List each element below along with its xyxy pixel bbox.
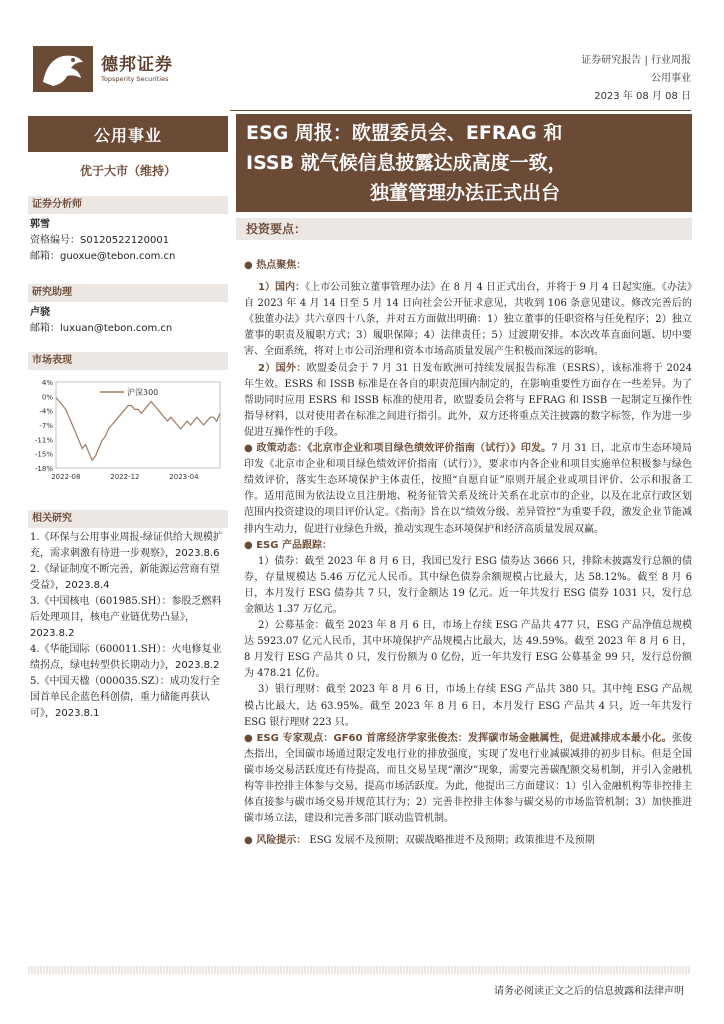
industry-banner: 公用事业 (28, 116, 228, 152)
analyst-info (30, 217, 226, 265)
assistant-email: 邮箱：luxuan@tebon.com.cn (30, 323, 173, 334)
investment-heading: 投资要点： (236, 218, 692, 240)
related-item: 3.《中国核电（601985.SH）：参股乏燃料后处理项目，核电产业链优势凸显》，2023.8.2 (30, 596, 222, 639)
y-tick-label: 4% (41, 379, 53, 387)
y-tick-label: -18% (34, 465, 53, 473)
analyst-email: 邮箱：guoxue@tebon.com.cn (30, 251, 176, 262)
rating: 优于大市（维持） (79, 164, 176, 178)
related-item: 4.《华能国际（600011.SH）：火电修复业绩拐点，绿电转型供长期动力》，2023.8.2 (30, 644, 222, 671)
title-line-3: 独董管理办法正式出台 (369, 182, 560, 204)
report-header (581, 52, 691, 106)
bullet-icon: ● (244, 732, 257, 744)
assistant-name: 卢骁 (30, 307, 50, 318)
report-date: 2023 年 08 月 08 日 (594, 91, 691, 102)
esg-funds: 2）公募基金：截至 2023 年 8 月 6 日，市场上存续 ESG 产品共 477 只，ESG 产品净值总规模达 5923.07 亿元人民币，其中环境保护产品规模占比最大，达 49.59%。截至 2023 年 8 月 6 日，8 月发行 ESG 产品共 0 只，发行份额为 0 亿份，近一年共发行 ESG 公募基金 99 只，发行总份额为 478.21 亿份。 (244, 620, 692, 680)
footer-disclaimer: 请务必阅读正文之后的信息披露和法律声明 (494, 986, 684, 997)
legend-label: 沪深300 (127, 388, 159, 397)
risk-section: ● 风险提示： ESG 发展不及预期；双碳战略推进不及预期；政策推进不及预期 (244, 835, 595, 847)
bullet-icon: ● (244, 443, 257, 455)
analyst-cert: 资格编号：S0120522120001 (30, 235, 170, 246)
brand-mark-icon (33, 46, 93, 92)
related-heading: 相关研究 (28, 510, 228, 528)
header-divider (230, 110, 691, 111)
hot-domestic: 1）国内：《上市公司独立董事管理办法》在 8 月 4 日正式出台，并将于 9 月 4 日起实施。《办法》自 2023 年 4 月 14 日至 5 月 14 日向社会公开征求意见，共收到 106 条意见建议。修改完善后的《独董办法》共六章四十八条，并对五方面做出明确：1）独立董事的任职资格与任免程序；2）独立董事的职责及履职方式；3）履职保障；4）法律责任；5）过渡期安排。本次改革直面问题、切中要害、全面系统，将对上市公司治理和资本市场高质量发展产生积极而深远的影响。 (244, 282, 692, 358)
esg-bonds: 1）债券：截至 2023 年 8 月 6 日，我国已发行 ESG 债券达 3666 只，排除未披露发行总额的债券，存量规模达 5.46 万亿元人民币。其中绿色债券余额规模占比最大，达 58.12%。截至 8 月 6 日，本月发行 ESG 债券共 7 只，发行金额达 19 亿元。近一年共发行 ESG 债券 1031 只，发行总金额达 1.37 万亿元。 (244, 555, 692, 615)
x-tick-label: 2022-12 (110, 473, 140, 481)
related-item: 5.《中国天楹（000035.SZ）：成功发行全国首单民企蓝色科创债，重力储能再获认可》，2023.8.1 (30, 676, 220, 719)
report-title (236, 114, 692, 212)
y-tick-label: -11% (34, 436, 53, 445)
assistant-heading: 研究助理 (28, 284, 228, 302)
related-item: 1.《环保与公用事业周报-绿证供给大规模扩充，需求刺激有待进一步观察》，2023.8.6 (30, 532, 223, 559)
report-industry: 公用事业 (651, 73, 691, 84)
expert-section: ● ESG 专家观点：GF60 首席经济学家张俊杰：发挥碳市场金融属性，促进减排成本最小化。张俊杰指出，全国碳市场通过限定发电行业的排放强度，实现了发电行业减碳减排的初步目标。但是全国碳市场交易活跃度还有待提高，而且交易呈现“潮汐”现象，需要完善碳配额交易机制，并引入金融机构等非控排主体参与交易，提高市场活跃度。为此，他提出三方面建议：1）引入金融机构等非控排主体直接参与碳市场交易并规范其行为；2）完善非控排主体参与碳交易的市场监管机制；3）加快推进碳市场立法，建设和完善多部门联动监管机制。 (244, 732, 693, 825)
analyst-name: 郭雪 (30, 219, 50, 230)
market-heading: 市场表现 (28, 352, 228, 370)
y-tick-label: 0% (41, 393, 53, 402)
hot-overseas: 2）国外：欧盟委员会于 7 月 31 日发布欧洲可持续发展报告标准（ESRS），该标准将于 2024 年生效。ESRS 和 ISSB 标准是在各自的职责范围内制定的，在影响重要性方面存在一些差异。为了帮助同时应用 ESRS 和 ISSB 标准的使用者，欧盟委员会将与 EFRAG 和 ISSB 一起制定互操作性指导材料，以对使用者在标准之间进行指引。此外，双方还将重点关注披露的数字标签，作为进一步促进互操作性的手段。 (244, 362, 692, 438)
y-tick-label: -15% (34, 450, 53, 459)
title-line-2: ISSB 就气候信息披露达成高度一致， (246, 152, 567, 174)
report-body (244, 258, 692, 849)
related-research-list (30, 530, 228, 722)
report-type: 证券研究报告 | 行业周报 (581, 55, 691, 66)
y-tick-label: -4% (39, 407, 53, 416)
related-item: 2.《绿证制度不断完善，新能源运营商有望受益》，2023.8.4 (30, 564, 220, 591)
policy-section: ● 政策动态：《北京市企业和项目绿色绩效评价指南（试行）》印发。7 月 31 日，北京市生态环境局印发《北京市企业和项目绿色绩效评价指南（试行）》，要求市内各企业和项目实施单位积极参与绿色绩效评价，落实生态环境保护主体责任，按照“自愿自证”原则开展企业或项目评价、公示和报备工作。适用范围为依法设立且注册地、税务征管关系及统计关系在北京市的企业，以及在北京行政区划范围内投资建设的项目评价认定。《指南》旨在以“绩效分级、差异管控”为重要手段，激发企业节能减排内生动力，促进行业绿色升级，推动实现生态环境保护和经济高质量发展双赢。 (244, 443, 693, 535)
brand-name-en: Topsperity Securities (101, 74, 169, 83)
brand-logo (33, 46, 203, 92)
assistant-info (30, 305, 226, 337)
market-performance-chart (28, 374, 228, 486)
esg-heading: ESG 产品跟踪： (256, 539, 332, 551)
hot-heading: 热点聚焦： (256, 260, 307, 271)
brand-name: 德邦证券 (101, 54, 173, 75)
bullet-icon: ● (244, 835, 257, 847)
footer-bar (28, 966, 691, 974)
title-line-1: ESG 周报：欧盟委员会、EFRAG 和 (246, 122, 563, 144)
bullet-icon: ● (244, 260, 257, 271)
esg-wealth: 3）银行理财：截至 2023 年 8 月 6 日，市场上存续 ESG 产品共 380 只。其中纯 ESG 产品规模占比最大，达 63.95%。截至 2023 年 8 月 6 日，本月发行 ESG 产品共 4 只，近一年共发行 ESG 银行理财 223 只。 (244, 684, 692, 728)
y-tick-label: -7% (39, 422, 53, 430)
series-line-hs300 (56, 398, 220, 461)
x-tick-label: 2022-08 (51, 473, 81, 481)
analyst-heading: 证券分析师 (28, 196, 228, 214)
x-tick-label: 2023-04 (169, 473, 199, 481)
bullet-icon: ● (244, 539, 257, 551)
